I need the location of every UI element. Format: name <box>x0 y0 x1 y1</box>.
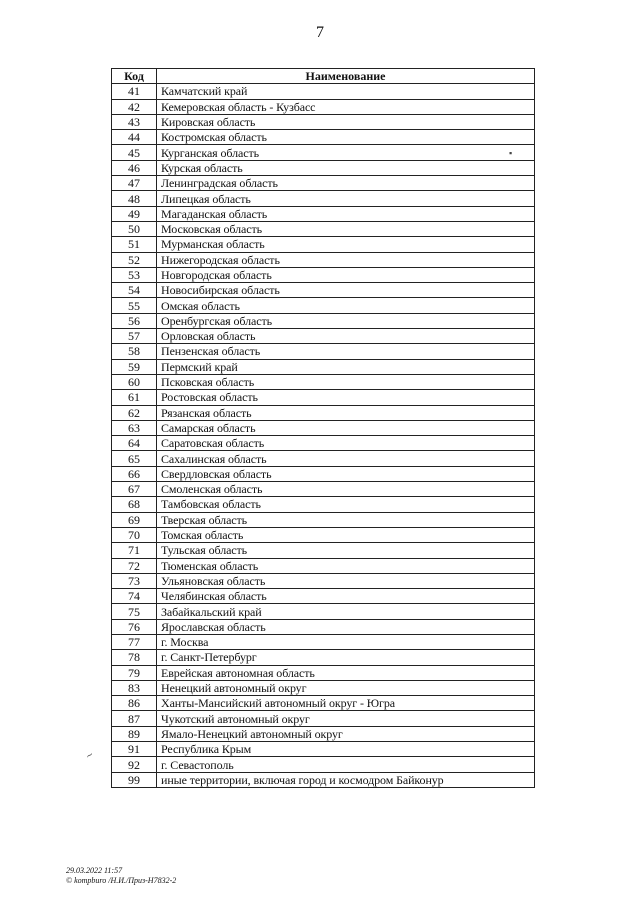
region-code: 75 <box>112 604 157 619</box>
table-row <box>112 696 535 711</box>
region-code: 61 <box>112 390 157 405</box>
table-row <box>112 206 535 221</box>
region-name: Курская область <box>157 160 535 175</box>
table-row <box>112 604 535 619</box>
region-name: г. Санкт-Петербург <box>157 650 535 665</box>
region-name: Сахалинская область <box>157 451 535 466</box>
table-row <box>112 267 535 282</box>
region-code: 56 <box>112 313 157 328</box>
region-code: 70 <box>112 527 157 542</box>
region-code: 86 <box>112 696 157 711</box>
regions-table <box>111 68 535 788</box>
footer-reference: © kompburo /Н.И./Приз-Н7832-2 <box>66 876 177 885</box>
table-row <box>112 374 535 389</box>
table-row <box>112 390 535 405</box>
table-row <box>112 650 535 665</box>
table-row <box>112 543 535 558</box>
table-row <box>112 619 535 634</box>
region-code: 62 <box>112 405 157 420</box>
region-code: 65 <box>112 451 157 466</box>
region-name: Кировская область <box>157 114 535 129</box>
region-name: Ямало-Ненецкий автономный округ <box>157 726 535 741</box>
region-code: 92 <box>112 757 157 772</box>
region-code: 55 <box>112 298 157 313</box>
table-row <box>112 344 535 359</box>
region-code: 99 <box>112 772 157 787</box>
region-code: 68 <box>112 497 157 512</box>
region-name: Пензенская область <box>157 344 535 359</box>
table-row <box>112 252 535 267</box>
region-name: Ульяновская область <box>157 573 535 588</box>
table-row <box>112 237 535 252</box>
region-name: Еврейская автономная область <box>157 665 535 680</box>
region-code: 91 <box>112 742 157 757</box>
table-row <box>112 573 535 588</box>
region-code: 60 <box>112 374 157 389</box>
region-name: Самарская область <box>157 420 535 435</box>
table-row <box>112 436 535 451</box>
region-code: 73 <box>112 573 157 588</box>
table-row <box>112 176 535 191</box>
region-name: Тверская область <box>157 512 535 527</box>
region-name: Чукотский автономный округ <box>157 711 535 726</box>
region-name: Мурманская область <box>157 237 535 252</box>
region-code: 43 <box>112 114 157 129</box>
region-code: 58 <box>112 344 157 359</box>
table-row <box>112 711 535 726</box>
region-code: 44 <box>112 130 157 145</box>
table-header-row <box>112 69 535 84</box>
table-row <box>112 329 535 344</box>
region-code: 72 <box>112 558 157 573</box>
table-row <box>112 451 535 466</box>
region-name: Костромская область <box>157 130 535 145</box>
region-code: 41 <box>112 84 157 99</box>
region-name: Омская область <box>157 298 535 313</box>
page-number: 7 <box>316 24 324 41</box>
margin-scribble: ∼ <box>83 748 96 762</box>
region-name: Саратовская область <box>157 436 535 451</box>
region-name: Ханты-Мансийский автономный округ - Югра <box>157 696 535 711</box>
region-name: Тульская область <box>157 543 535 558</box>
table-row <box>112 482 535 497</box>
region-code: 46 <box>112 160 157 175</box>
region-name: Новосибирская область <box>157 283 535 298</box>
region-name: г. Москва <box>157 634 535 649</box>
table-row <box>112 589 535 604</box>
region-name: Забайкальский край <box>157 604 535 619</box>
stray-mark: ▪ <box>509 148 513 158</box>
region-code: 59 <box>112 359 157 374</box>
region-name: Новгородская область <box>157 267 535 282</box>
table-row <box>112 130 535 145</box>
header-code: Код <box>112 69 157 84</box>
region-code: 74 <box>112 589 157 604</box>
region-code: 63 <box>112 420 157 435</box>
table-row <box>112 512 535 527</box>
table-row <box>112 665 535 680</box>
region-name: Пермский край <box>157 359 535 374</box>
region-name: Республика Крым <box>157 742 535 757</box>
table-row <box>112 145 535 160</box>
region-name: Тюменская область <box>157 558 535 573</box>
table-row <box>112 558 535 573</box>
region-name: Нижегородская область <box>157 252 535 267</box>
region-code: 49 <box>112 206 157 221</box>
region-name: Московская область <box>157 221 535 236</box>
header-name: Наименование <box>157 69 535 84</box>
table-row <box>112 772 535 787</box>
region-code: 52 <box>112 252 157 267</box>
region-code: 71 <box>112 543 157 558</box>
footer-timestamp: 29.03.2022 11:57 <box>66 866 123 875</box>
region-code: 45 <box>112 145 157 160</box>
table-row <box>112 313 535 328</box>
table-row <box>112 757 535 772</box>
region-code: 89 <box>112 726 157 741</box>
footer <box>66 866 176 886</box>
region-code: 51 <box>112 237 157 252</box>
region-code: 83 <box>112 680 157 695</box>
table-row <box>112 114 535 129</box>
table-row <box>112 420 535 435</box>
region-code: 69 <box>112 512 157 527</box>
region-code: 64 <box>112 436 157 451</box>
region-code: 54 <box>112 283 157 298</box>
region-name: иные территории, включая город и космодром Байконур <box>157 772 535 787</box>
table-row <box>112 283 535 298</box>
region-code: 67 <box>112 482 157 497</box>
region-name: Ненецкий автономный округ <box>157 680 535 695</box>
table-row <box>112 466 535 481</box>
table-row <box>112 742 535 757</box>
table-row <box>112 680 535 695</box>
region-code: 48 <box>112 191 157 206</box>
table-row <box>112 527 535 542</box>
region-code: 42 <box>112 99 157 114</box>
region-name: г. Севастополь <box>157 757 535 772</box>
region-name: Смоленская область <box>157 482 535 497</box>
table-row <box>112 359 535 374</box>
table-row <box>112 405 535 420</box>
region-name: Ростовская область <box>157 390 535 405</box>
region-name: Кемеровская область - Кузбасс <box>157 99 535 114</box>
region-name: Магаданская область <box>157 206 535 221</box>
region-name: Томская область <box>157 527 535 542</box>
table-row <box>112 221 535 236</box>
table-row <box>112 497 535 512</box>
table-row <box>112 298 535 313</box>
region-code: 79 <box>112 665 157 680</box>
region-name: Орловская область <box>157 329 535 344</box>
region-code: 47 <box>112 176 157 191</box>
table-body <box>112 84 535 788</box>
region-name: Ленинградская область <box>157 176 535 191</box>
table-row <box>112 84 535 99</box>
region-name: Свердловская область <box>157 466 535 481</box>
region-name: Курганская область <box>157 145 535 160</box>
table-row <box>112 634 535 649</box>
region-code: 76 <box>112 619 157 634</box>
region-name: Липецкая область <box>157 191 535 206</box>
region-name: Псковская область <box>157 374 535 389</box>
table-row <box>112 99 535 114</box>
region-name: Рязанская область <box>157 405 535 420</box>
region-code: 50 <box>112 221 157 236</box>
table-row <box>112 726 535 741</box>
region-name: Ярославская область <box>157 619 535 634</box>
region-name: Челябинская область <box>157 589 535 604</box>
region-code: 78 <box>112 650 157 665</box>
table-row <box>112 191 535 206</box>
region-name: Тамбовская область <box>157 497 535 512</box>
region-code: 57 <box>112 329 157 344</box>
region-code: 66 <box>112 466 157 481</box>
region-code: 53 <box>112 267 157 282</box>
region-code: 77 <box>112 634 157 649</box>
region-name: Камчатский край <box>157 84 535 99</box>
region-code: 87 <box>112 711 157 726</box>
region-name: Оренбургская область <box>157 313 535 328</box>
table-row <box>112 160 535 175</box>
